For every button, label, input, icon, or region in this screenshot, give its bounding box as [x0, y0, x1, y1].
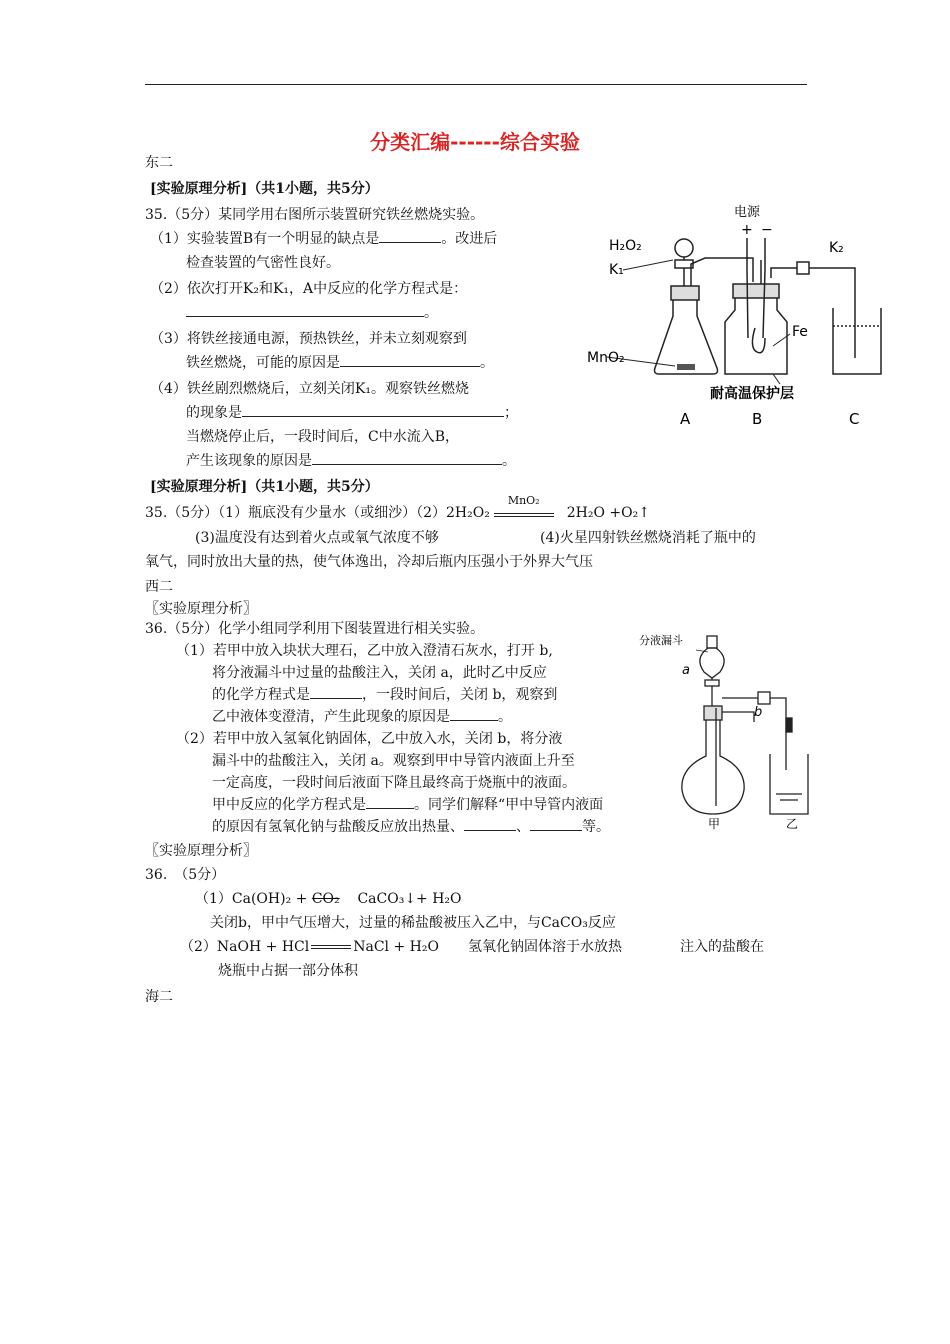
label-protective-layer: 耐高温保护层 [710, 386, 794, 402]
answer-36-2-reason2-cont: 烧瓶中占据一部分体积 [218, 963, 358, 979]
answer-36-2: （2）NaOH + HCl NaCl + H₂O [180, 939, 439, 955]
label-b: B [752, 410, 763, 428]
question-36-1-cont3: 乙中液体变澄清，产生此现象的原因是 。 [212, 709, 512, 725]
question-35-3: （3）将铁丝接通电源，预热铁丝，并未立刻观察到 [150, 331, 467, 347]
question-35-4-cont: 的现象是 ； [186, 405, 518, 421]
region-label-1: 东二 [145, 155, 173, 171]
header-rule [145, 84, 807, 85]
page-title: 分类汇编------综合实验 [370, 130, 580, 154]
question-36-2-cont: 漏斗中的盐酸注入，关闭 a。观察到甲中导管内液面上升至 [212, 753, 575, 769]
question-35-1: （1）实验装置B有一个明显的缺点是 。改进后 [150, 231, 498, 247]
label-plus: + [741, 222, 753, 238]
label-power: 电源 [734, 205, 761, 220]
question-35-2: （2）依次打开K₂和K₁，A中反应的化学方程式是： [150, 281, 468, 297]
label-fe: Fe [792, 324, 808, 340]
question-36-head: 36.（5分）化学小组同学利用下图装置进行相关实验。 [145, 621, 485, 637]
mno2-solid [677, 364, 695, 370]
section-heading-2: 〖实验原理分析〗 [145, 601, 257, 617]
label-separatory-funnel: 分液漏斗 [639, 634, 683, 647]
answer-35-line1: 35.（5分）（1）瓶底没有少量水（或细沙）（2）2H₂O₂ MnO₂ 2H₂O +O₂↑ [145, 494, 650, 521]
label-c: C [849, 410, 860, 428]
question-36-2: （2）若甲中放入氢氧化钠固体，乙中放入水，关闭 b，将分液 [176, 731, 563, 747]
label-minus: − [761, 222, 773, 238]
label-k1: K₁ [609, 262, 624, 278]
question-36-1: （1）若甲中放入块状大理石，乙中放入澄清石灰水，打开 b, [176, 643, 553, 659]
answer-36-1: （1）Ca(OH)₂ + CO₂ CaCO₃↓+ H₂O [195, 891, 462, 907]
apparatus-figure-2 [636, 618, 816, 830]
answer-36-1-reason: 关闭b，甲中气压增大，过量的稀盐酸被压入乙中，与CaCO₃反应 [210, 915, 616, 931]
answer-35-4: (4)火星四射铁丝燃烧消耗了瓶中的 [540, 530, 756, 546]
question-35-2-blank: 。 [186, 304, 438, 322]
answer-35-3: (3)温度没有达到着火点或氧气浓度不够 [195, 530, 439, 546]
section-heading-1: [实验原理分析]（共1小题，共5分） [150, 181, 379, 197]
catalyst-label: MnO₂ [507, 494, 540, 507]
question-36-2-cont3: 甲中反应的化学方程式是 。同学们解释“甲中导管内液面 [212, 797, 604, 813]
label-valve-a: a [682, 663, 690, 678]
answer-heading-2: 〖实验原理分析〗 [145, 843, 257, 859]
question-35-1-cont: 检查装置的气密性良好。 [186, 255, 340, 271]
answer-35-4-cont: 氧气，同时放出大量的热，使气体逸出，冷却后瓶内压强小于外界大气压 [145, 554, 593, 570]
region-label-2: 西二 [145, 579, 173, 595]
question-35-4: （4）铁丝剧烈燃烧后，立刻关闭K₁。观察铁丝燃烧 [150, 381, 469, 397]
answer-36-head: 36. （5分） [145, 867, 226, 883]
question-35-4-cont2: 当燃烧停止后，一段时间后，C中水流入B， [186, 429, 459, 445]
question-35-4-cont3: 产生该现象的原因是 。 [186, 453, 516, 469]
label-h2o2: H₂O₂ [609, 238, 642, 254]
label-yi: 乙 [786, 817, 799, 830]
label-valve-b: b [754, 705, 763, 720]
label-a: A [680, 410, 691, 428]
answer-36-2-reason2: 注入的盐酸在 [680, 939, 764, 955]
answer-36-2-reason1: 氢氧化钠固体溶于水放热 [468, 939, 622, 955]
question-35-head: 35.（5分）某同学用右图所示装置研究铁丝燃烧实验。 [145, 207, 485, 223]
question-35-3-cont: 铁丝燃烧，可能的原因是 。 [186, 355, 494, 371]
apparatus-figure-1 [585, 198, 885, 430]
question-36-1-cont: 将分液漏斗中过量的盐酸注入，关闭 a，此时乙中反应 [212, 665, 547, 681]
label-jia: 甲 [708, 817, 721, 830]
region-label-3: 海二 [145, 989, 173, 1005]
question-36-1-cont2: 的化学方程式是 ，一段时间后，关闭 b，观察到 [212, 687, 558, 703]
answer-heading-1: [实验原理分析]（共1小题，共5分） [150, 479, 379, 495]
question-36-2-cont4: 的原因有氢氧化钠与盐酸反应放出热量、 、 等。 [212, 819, 610, 835]
label-mno2: MnO₂ [587, 350, 625, 366]
label-k2: K₂ [829, 240, 844, 256]
question-36-2-cont2: 一定高度，一段时间后液面下降且最终高于烧瓶中的液面。 [212, 775, 576, 791]
